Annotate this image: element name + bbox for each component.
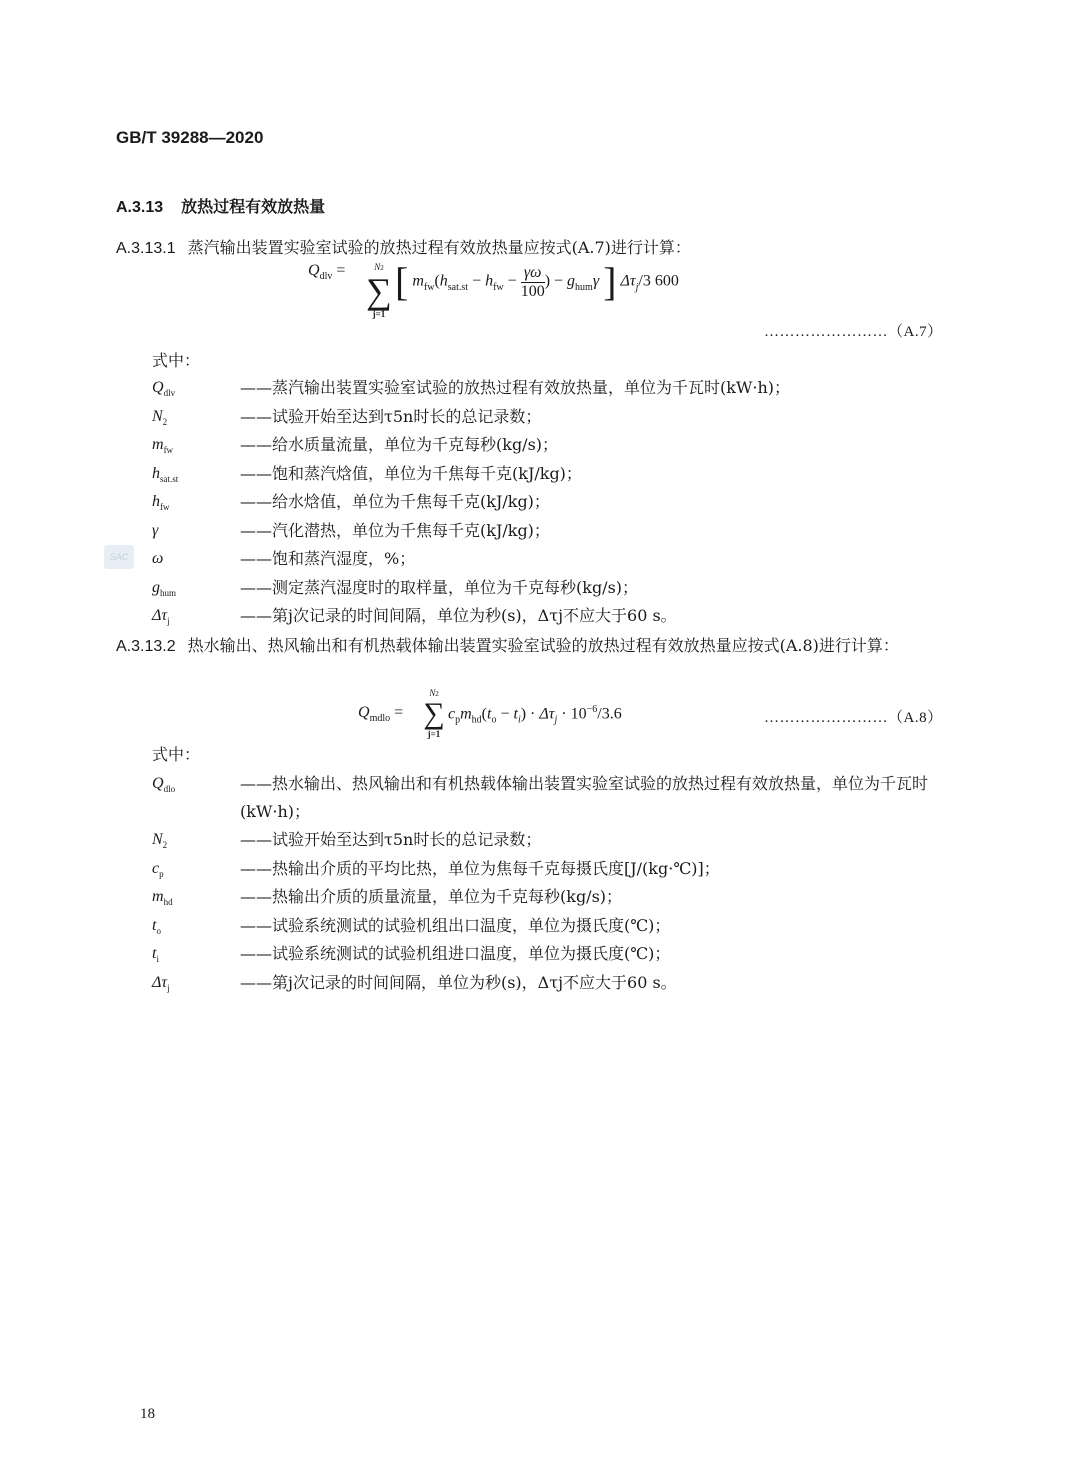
ti-sub: i xyxy=(517,714,521,726)
formula-tail: /3.6 xyxy=(597,705,622,723)
definition-symbol: g xyxy=(152,578,160,596)
definition-symbol: ω xyxy=(152,550,164,567)
definition-text: ——蒸汽输出装置实验室试验的放热过程有效放热量，单位为千瓦时(kW·h)； xyxy=(240,378,791,397)
definition-symbol-sub: fw xyxy=(163,445,174,456)
formula-a8 xyxy=(358,704,403,724)
sum-upper: N xyxy=(429,688,436,698)
definition-text: ——饱和蒸汽焓值，单位为千焦每千克(kJ/kg)； xyxy=(240,463,582,483)
equals-sign: = xyxy=(394,704,404,721)
definition-symbol-wrap xyxy=(152,602,240,635)
formula-a7-body: [ $m_{fw}(h_{sat.st} - h_{fw}$ − $\frac{\gamma\omega}{100}$ ) − $g_{hum}\gamma$ ] $\Delta\tau_j/3$ 600 xyxy=(395,259,679,304)
equation-number-a8: ……………………（A.8） xyxy=(764,710,943,726)
definition-symbol: h xyxy=(152,493,160,510)
delta-tau-sub: j xyxy=(635,281,639,293)
page-number: 18 xyxy=(140,1406,155,1422)
formula-lhs: Q xyxy=(358,704,370,721)
definition-symbol-sub: i xyxy=(156,954,159,965)
definition-symbol-sub: sat.st xyxy=(160,473,179,484)
h2-symbol: h xyxy=(485,272,494,290)
definition-symbol: Δτ xyxy=(152,973,168,991)
where-label: 式中： xyxy=(152,351,201,370)
definition-text: ——试验开始至达到τ5n时长的总记录数； xyxy=(240,830,542,849)
ti-symbol: t xyxy=(513,705,518,723)
definition-text: ——热输出介质的质量流量，单位为千克每秒(kg/s)； xyxy=(240,887,623,906)
m-sub: hd xyxy=(471,714,482,726)
definition-symbol-sub: fw xyxy=(160,502,170,513)
definition-symbol-sub: o xyxy=(156,925,161,936)
to-symbol: t xyxy=(487,705,492,723)
definition-text: ——给水质量流量，单位为千克每秒(kg/s)； xyxy=(240,435,559,454)
definition-row xyxy=(152,770,952,826)
section-title: 放热过程有效放热量 xyxy=(181,199,326,216)
definition-symbol: h xyxy=(152,464,160,482)
power: −6 xyxy=(586,704,598,715)
section-heading xyxy=(116,194,325,217)
sigma-symbol: ∑ xyxy=(366,271,392,311)
definition-text: ——试验开始至达到τ5n时长的总记录数； xyxy=(240,406,542,426)
definition-symbol: t xyxy=(152,945,157,962)
h2-sub: fw xyxy=(493,281,504,293)
g-sub: hum xyxy=(575,281,593,293)
sum-upper-sub: 2 xyxy=(380,264,384,272)
sum-operator-a7 xyxy=(364,262,394,319)
definition-text: ——第j次记录的时间间隔，单位为秒(s)，Δτj不应大于60 s。 xyxy=(240,606,677,625)
section-number: A.3.13 xyxy=(116,199,164,216)
left-bracket: [ xyxy=(395,259,409,304)
sum-upper-sub: 2 xyxy=(435,690,439,698)
equals-sign: = xyxy=(336,262,346,279)
where-label: 式中： xyxy=(152,745,201,764)
delta-tau: Δτ xyxy=(620,272,636,290)
definition-row xyxy=(152,969,952,1002)
definition-symbol: Q xyxy=(152,379,164,396)
sigma-symbol: ∑ xyxy=(423,697,445,730)
frac-num: γω xyxy=(523,263,542,281)
c-symbol: c xyxy=(448,705,456,723)
formula-a7 xyxy=(308,262,345,312)
formula-lhs: Q xyxy=(308,262,320,279)
clause-a3132 xyxy=(116,632,952,661)
clause-text: 热水输出、热风输出和有机热载体输出装置实验室试验的放热过程有效放热量应按式(A.8)进行计算： xyxy=(187,636,899,655)
definition-symbol-wrap xyxy=(152,969,240,1002)
sum-operator-a8 xyxy=(420,688,448,739)
m-symbol: m xyxy=(460,705,472,723)
h1-symbol: h xyxy=(439,272,448,290)
definition-text: ——汽化潜热，单位为千焦每千克(kJ/kg)； xyxy=(240,520,550,540)
definition-symbol: Δτ xyxy=(152,607,168,624)
definition-symbol: γ xyxy=(152,521,159,539)
definition-symbol: N xyxy=(152,831,163,848)
sac-watermark: SAC xyxy=(104,545,134,569)
definition-symbol-sub: dlo xyxy=(163,784,176,795)
sum-lower: j=1 xyxy=(372,309,386,319)
clause-text: 蒸汽输出装置实验室试验的放热过程有效放热量应按式(A.7)进行计算： xyxy=(187,238,691,257)
definition-text: ——试验系统测试的试验机组进口温度，单位为摄氏度(℃)； xyxy=(240,944,671,963)
equation-number-a7: ……………………（A.7） xyxy=(764,324,943,340)
formula-lhs-sub: mdlo xyxy=(369,713,391,725)
m-symbol: m xyxy=(412,272,424,290)
definition-symbol-sub: hd xyxy=(163,897,173,908)
delta-tau: Δτ xyxy=(539,705,555,723)
definition-symbol-sub: p xyxy=(159,868,164,879)
sum-upper: N xyxy=(374,262,381,272)
definition-symbol: Q xyxy=(152,775,164,792)
formula-a8-body: $c_pm_{hd}(t_o - t_i) \cdot \Delta\tau_j \cdot 10^{-6}/3.6$ xyxy=(448,704,622,726)
formula-lhs-sub: dlv xyxy=(319,271,333,283)
g-symbol: g xyxy=(567,272,576,290)
definition-symbol-wrap xyxy=(152,770,240,803)
gamma-symbol: γ xyxy=(592,272,600,290)
clause-number: A.3.13.2 xyxy=(116,638,176,655)
definition-row xyxy=(152,602,952,635)
m-sub: fw xyxy=(423,281,435,293)
definition-symbol-sub: 2 xyxy=(162,416,168,427)
definition-text: ——给水焓值，单位为千焦每千克(kJ/kg)； xyxy=(240,492,550,511)
definition-text: ——第j次记录的时间间隔，单位为秒(s)，Δτj不应大于60 s。 xyxy=(240,972,677,992)
clause-a3131 xyxy=(116,234,952,263)
h1-sub: sat.st xyxy=(447,281,469,293)
definition-symbol-sub: 2 xyxy=(162,840,168,851)
delta-tau-sub: j xyxy=(554,714,558,726)
right-bracket: ] xyxy=(603,259,617,304)
definition-text: ——热输出介质的平均比热，单位为焦每千克每摄氏度[J/(kg·℃)]； xyxy=(240,858,720,878)
definition-text: ——饱和蒸汽湿度，%； xyxy=(240,549,416,568)
definition-symbol-sub: j xyxy=(167,982,170,993)
c-sub: p xyxy=(455,714,461,726)
standard-code: GB/T 39288—2020 xyxy=(116,128,264,147)
definition-text: ——试验系统测试的试验机组出口温度，单位为摄氏度(℃)； xyxy=(240,915,671,935)
definition-symbol: c xyxy=(152,859,160,877)
fraction xyxy=(521,264,545,301)
definition-symbol-sub: dlv xyxy=(163,388,176,399)
definition-text: ——测定蒸汽湿度时的取样量，单位为千克每秒(kg/s)； xyxy=(240,577,639,597)
definition-text: ——热水输出、热风输出和有机热载体输出装置实验室试验的放热过程有效放热量，单位为千瓦时(kW·h)； xyxy=(240,774,929,821)
definition-symbol-sub: hum xyxy=(160,587,177,598)
definition-symbol: N xyxy=(152,407,163,425)
frac-den: 100 xyxy=(520,282,545,300)
definition-symbol: m xyxy=(152,436,164,453)
to-sub: o xyxy=(491,714,497,726)
sum-lower: j=1 xyxy=(427,729,441,739)
definition-symbol: m xyxy=(152,888,164,905)
definition-symbol-sub: j xyxy=(167,616,170,627)
formula-tail: /3 600 xyxy=(638,272,679,290)
clause-number: A.3.13.1 xyxy=(116,240,176,257)
definition-symbol: t xyxy=(152,916,157,934)
